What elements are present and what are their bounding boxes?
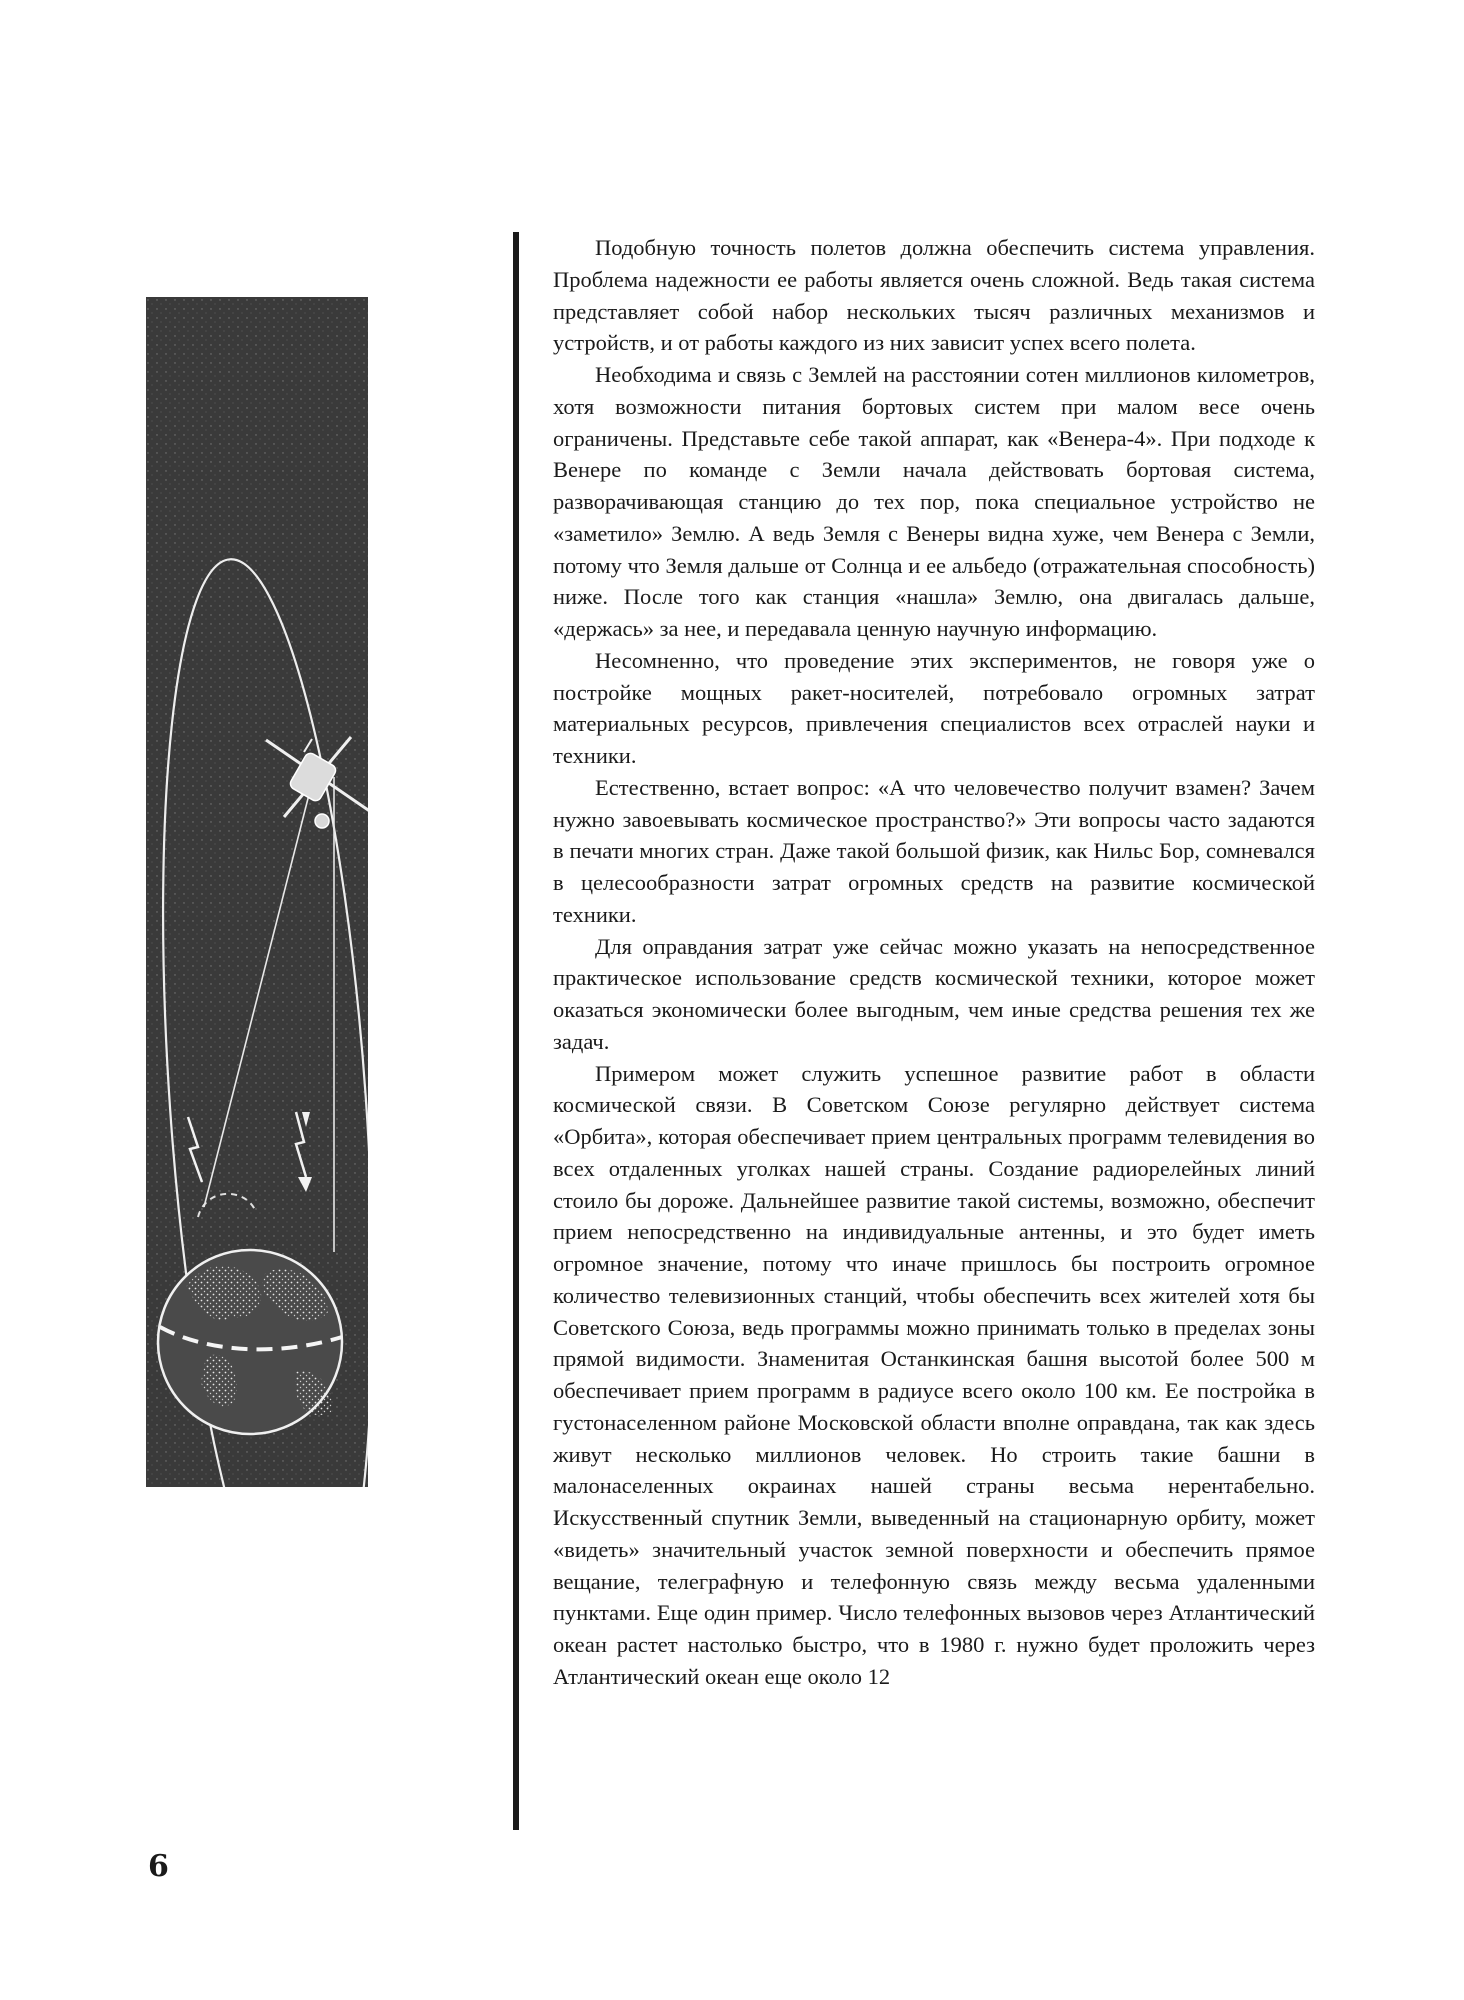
- orbit-diagram-icon: [146, 297, 368, 1487]
- satellite-orbit-illustration: [146, 297, 368, 1487]
- page-number: 6: [148, 1849, 169, 1884]
- vertical-divider: [513, 232, 519, 1830]
- body-text: [553, 232, 1315, 1693]
- paragraph: Для оправдания затрат уже сейчас можно указать на непосредственное практическое использование средств космической техники, которое может оказаться экономически более выгодным, чем иные средства решения тех же задач.: [553, 933, 1315, 1054]
- paragraph: Несомненно, что проведение этих экспериментов, не говоря уже о постройке мощных ракет-носителей, потребовало огромных затрат материальных ресурсов, привлечения специалистов всех отраслей науки и техники.: [553, 647, 1315, 768]
- paragraph: Необходима и связь с Землей на расстоянии сотен миллионов километров, хотя возможности питания бортовых систем при малом весе очень ограничены. Представьте себе такой аппарат, как «Венера-4». При подходе к Венере по команде с Земли начала действовать бортовая система, разворачивающая станцию до тех пор, пока специальное устройство не «заметило» Землю. А ведь Земля с Венеры видна хуже, чем Венера с Земли, потому что Земля дальше от Солнца и ее альбедо (отражательная способность) ниже. После того как станция «нашла» Землю, она двигалась дальше, «держась» за нее, и передавала ценную научную информацию.: [553, 362, 1315, 641]
- paragraph: Примером может служить успешное развитие работ в области космической связи. В Советском Союзе регулярно действует система «Орбита», которая обеспечивает прием центральных программ телевидения во всех отдаленных уголках нашей страны. Создание радиорелейных линий стоило бы дороже. Дальнейшее развитие такой системы, возможно, обеспечит прием непосредственно на индивидуальные антенны, и это будет иметь огромное значение, потому что иначе пришлось бы построить огромное количество телевизионных станций, чтобы обеспечить всех жителей хотя бы Советского Союза, ведь программы можно принимать только в пределах зоны прямой видимости. Знаменитая Останкинская башня высотой более 500 м обеспечивает прием программ в радиусе всего около 100 км. Ее постройка в густонаселенном районе Московской области вполне оправдана, так как здесь живут несколько миллионов человек. Но строить такие башни в малонаселенных окраинах нашей страны весьма нерентабельно. Искусственный спутник Земли, выведенный на стационарную орбиту, может «видеть» значительный участок земной поверхности и обеспечить прямое вещание, телеграфную и телефонную связь между весьма удаленными пунктами. Еще один пример. Число телефонных вызовов через Атлантический океан растет настолько быстро, что в 1980 г. нужно будет проложить через Атлантический океан еще около 12: [553, 1060, 1315, 1689]
- paragraph: Естественно, встает вопрос: «А что человечество получит взамен? Зачем нужно завоевывать космическое пространство?» Эти вопросы часто задаются в печати многих стран. Даже такой большой физик, как Нильс Бор, сомневался в целесообразности затрат огромных средств на развитие космической техники.: [553, 774, 1315, 927]
- paragraph: Подобную точность полетов должна обеспечить система управления. Проблема надежности ее работы является очень сложной. Ведь такая система представляет собой набор нескольких тысяч различных механизмов и устройств, и от работы каждого из них зависит успех всего полета.: [553, 235, 1315, 356]
